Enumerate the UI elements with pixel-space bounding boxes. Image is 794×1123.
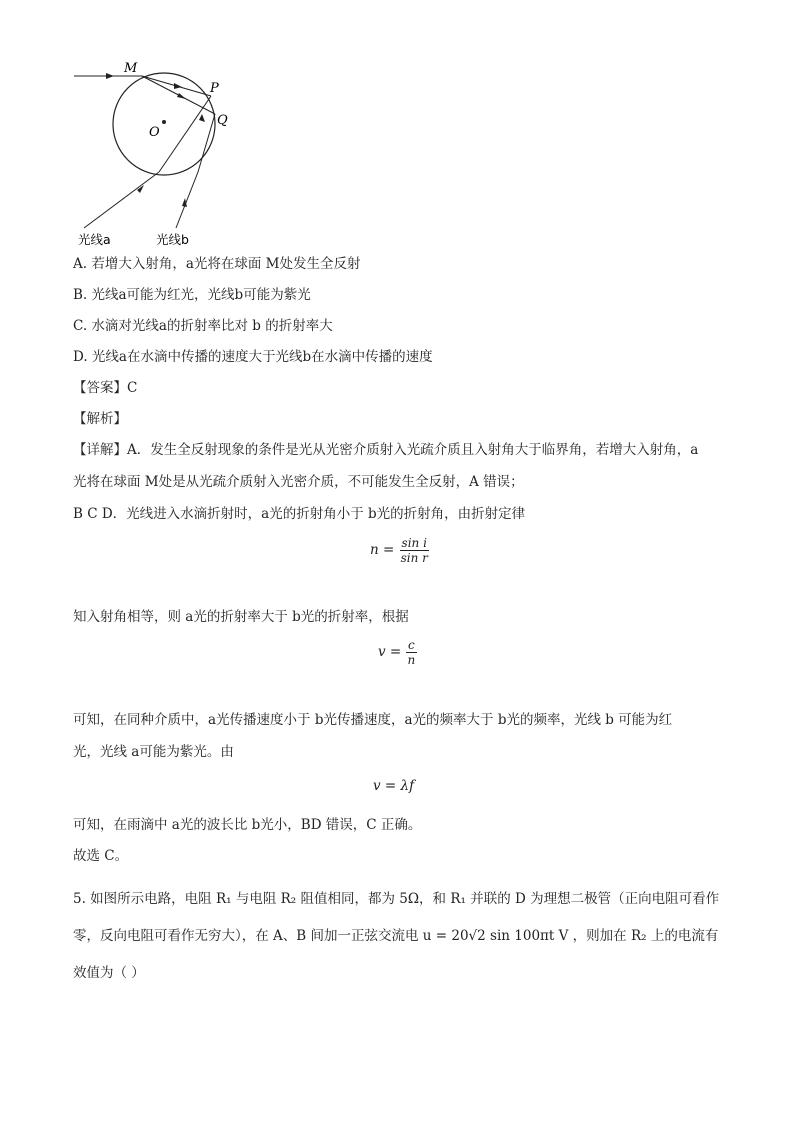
option-c: C. 水滴对光线a的折射率比对 b 的折射率大	[73, 318, 333, 334]
optics-diagram	[66, 56, 256, 252]
detail-line-1: 【详解】A．发生全反射现象的条件是光从光密介质射入光疏介质且入射角大于临界角，若增大入射角，a	[73, 442, 699, 458]
detail-line-8: 故选 C。	[73, 848, 129, 864]
label-ray-a: 光线a	[78, 232, 111, 247]
incident-arrow	[106, 73, 114, 79]
label-o: O	[149, 125, 160, 140]
detail-line-5: 可知，在同种介质中，a光传播速度小于 b光传播速度，a光的频率大于 b光的频率，光线 b 可能为红	[73, 712, 673, 728]
option-b: B. 光线a可能为红光，光线b可能为紫光	[73, 287, 311, 303]
detail-line-6: 光，光线 a可能为紫光。由	[73, 744, 234, 760]
center-dot	[162, 120, 166, 124]
reflected-arrow	[199, 114, 205, 122]
detail-line-7: 可知，在雨滴中 a光的波长比 b光小，BD 错误，C 正确。	[73, 817, 422, 833]
detail-line-2: 光将在球面 M处是从光疏介质射入光密介质，不可能发生全反射，A 错误；	[73, 474, 524, 490]
reflected-ray-b	[198, 114, 215, 172]
label-p: P	[210, 81, 219, 96]
formula-2-den: n	[407, 653, 416, 667]
option-a: A. 若增大入射角，a光将在球面 M处发生全反射	[73, 256, 361, 272]
formula-1-den: sin r	[400, 551, 428, 565]
detail-line-3: B C D．光线进入水滴折射时，a光的折射角小于 b光的折射角，由折射定律	[73, 506, 526, 522]
reflected-ray-a	[159, 96, 211, 172]
label-q: Q	[217, 113, 228, 128]
label-m: M	[124, 61, 138, 76]
exit-ray-a	[84, 172, 159, 228]
formula-wave: v = λf	[373, 778, 415, 794]
option-d: D. 光线a在水滴中传播的速度大于光线b在水滴中传播的速度	[73, 349, 433, 365]
formula-2-num: c	[408, 638, 415, 652]
formula-1-fraction	[399, 536, 430, 565]
arrow-to-q	[177, 93, 186, 99]
formula-speed	[378, 638, 417, 667]
analysis-title: 【解析】	[73, 411, 127, 427]
formula-1-num: sin i	[401, 536, 427, 550]
formula-refraction	[370, 536, 430, 565]
water-drop-figure	[66, 56, 256, 252]
formula-2-lhs: v =	[378, 644, 402, 660]
question-5-line-1: 5. 如图所示电路，电阻 R₁ 与电阻 R₂ 阻值相同，都为 5Ω，和 R₁ 并联的 D 为理想二极管（正向电阻可看作	[73, 891, 720, 907]
question-5-line-3: 效值为（ ）	[73, 965, 145, 981]
detail-line-4: 知入射角相等，则 a光的折射率大于 b光的折射率，根据	[73, 609, 409, 625]
formula-2-fraction	[406, 638, 418, 667]
arrow-to-p	[174, 83, 182, 89]
answer: 【答案】C	[73, 380, 138, 396]
exit-ray-b	[176, 172, 198, 228]
formula-1-lhs: n =	[370, 542, 395, 558]
question-5-line-2: 零，反向电阻可看作无穷大），在 A、B 间加一正弦交流电 u = 20√2 sin 100πt V ，则加在 R₂ 上的电流有	[73, 928, 719, 944]
label-ray-b: 光线b	[156, 232, 189, 247]
